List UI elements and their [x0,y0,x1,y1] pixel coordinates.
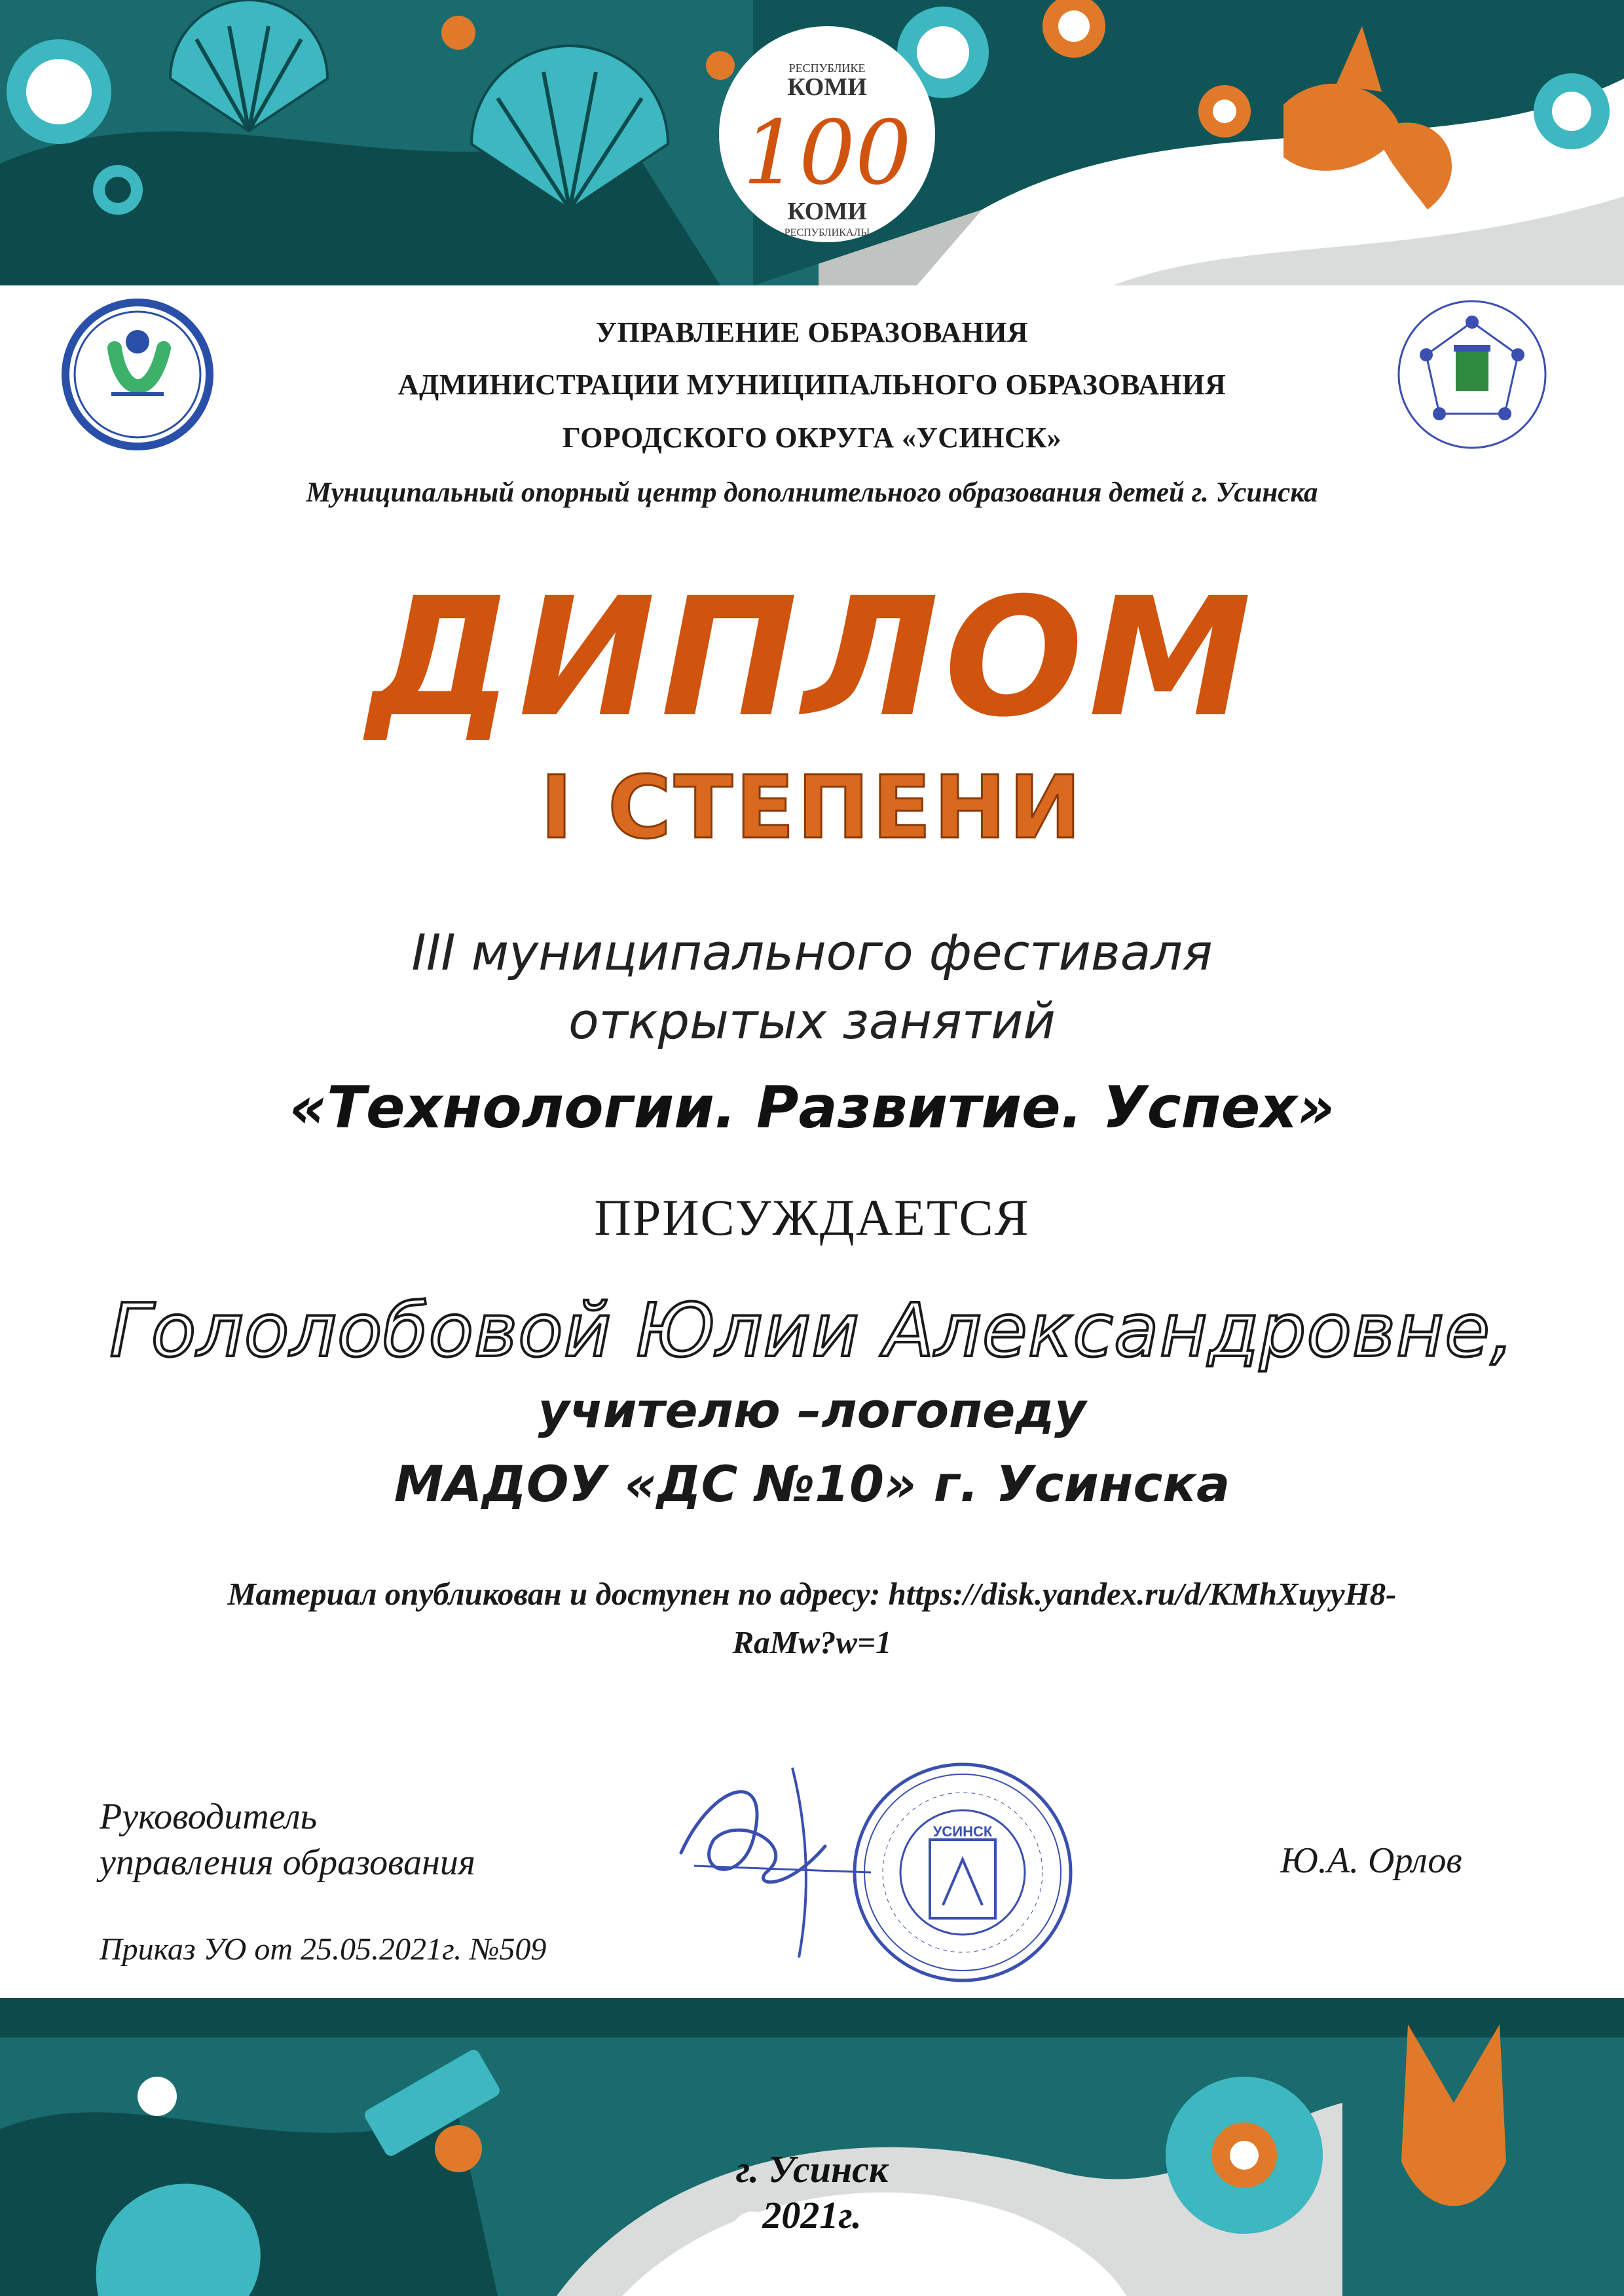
diploma-title: ДИПЛОМ [367,562,1257,753]
department-line-2: АДМИНИСТРАЦИИ МУНИЦИПАЛЬНОГО ОБРАЗОВАНИЯ [397,369,1227,401]
recipient-organization: МАДОУ «ДС №10» г. Усинска [394,1455,1230,1513]
top-ornament-band [0,0,1624,285]
svg-text:КОМИ: КОМИ [787,198,867,225]
order-reference: Приказ УО от 25.05.2021г. №509 [100,1932,547,1967]
signer-title-line-2: управления образования [100,1842,475,1883]
footer-city: г. Усинск [735,2148,889,2191]
center-name: Муниципальный опорный центр дополнительного образования детей г. Усинска [306,477,1318,508]
material-line-2: RaMw?w=1 [732,1624,892,1660]
svg-text:РЕСПУБЛИКАЛЫ: РЕСПУБЛИКАЛЫ [784,227,870,238]
svg-text:100: 100 [743,101,912,204]
material-line-1: Материал опубликован и доступен по адресу: https://disk.yandex.ru/d/KMhXuyyH8- [227,1576,1397,1612]
ornament-art [0,0,1624,285]
signer-title-line-1: Руководитель [100,1796,318,1837]
official-stamp [855,1764,1071,1980]
festival-line-1: III муниципального фестиваля [411,923,1213,981]
festival-name: «Технологии. Развитие. Успех» [289,1074,1335,1141]
department-line-1: УПРАВЛЕНИЕ ОБРАЗОВАНИЯ [595,316,1029,348]
svg-text:УСИНСК: УСИНСК [932,1823,993,1840]
recipient-name: Гололобовой Юлии Александровне, [109,1288,1515,1374]
svg-text:РЕСПУБЛИКЕ: РЕСПУБЛИКЕ [788,62,866,75]
footer-year: 2021г. [762,2194,862,2236]
award-label: ПРИСУЖДАЕТСЯ [594,1189,1030,1246]
recipient-position: учителю –логопеду [538,1383,1086,1439]
department-line-3: ГОРОДСКОГО ОКРУГА «УСИНСК» [562,422,1062,454]
signature-and-stamp [655,1741,1113,1990]
festival-line-2: открытых занятий [568,992,1056,1050]
svg-text:КОМИ: КОМИ [787,73,867,101]
signer-name: Ю.А. Орлов [1280,1840,1462,1881]
material-link-text [0,1570,1624,1667]
signer-title [100,1794,475,1886]
diploma-degree: I СТЕПЕНИ [540,757,1084,858]
